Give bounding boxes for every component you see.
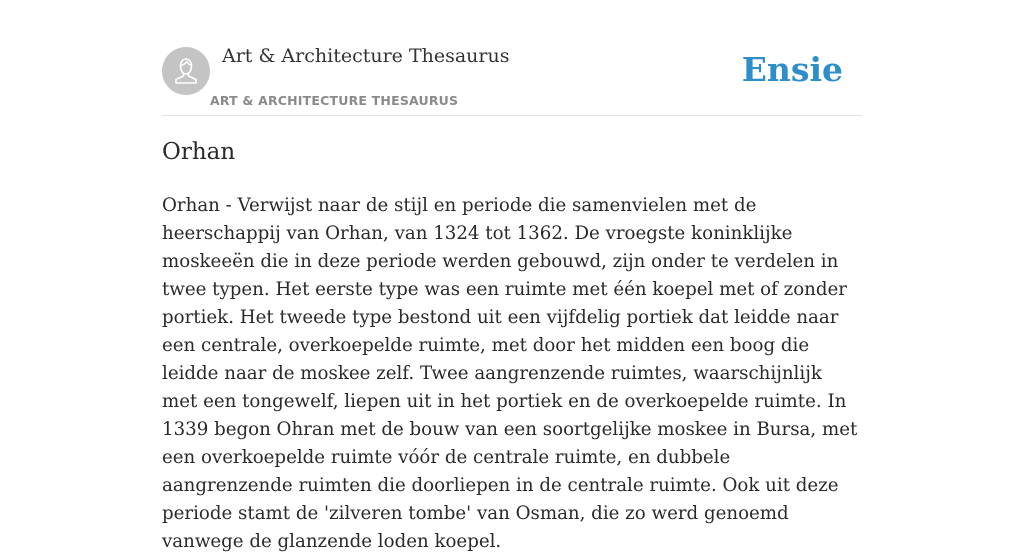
user-silhouette-icon	[162, 47, 210, 95]
source-title[interactable]: Art & Architecture Thesaurus	[222, 45, 510, 67]
source-subtitle[interactable]: ART & ARCHITECTURE THESAURUS	[210, 93, 459, 108]
entry-definition: Orhan - Verwijst naar de stijl en periode die samenvielen met de heerschappij van Orhan, van 1324 tot 1362. De vroegste koninklijke moskeeën die in deze periode werden gebouwd, zijn onder te verdelen in twee typen. Het eerste type was een ruimte met één koepel met of zonder portiek. Het tweede type bestond uit een vijfdelig portiek dat leidde naar een centrale, overkoepelde ruimte, met door het midden een boog die leidde naar de moskee zelf. Twee aangrenzende ruimtes, waarschijnlijk met een tongewelf, liepen uit in het portiek en de overkoepelde ruimte. In 1339 begon Ohran met de bouw van een soortgelijke moskee in Bursa, met een overkoepelde ruimte vóór de centrale ruimte, en dubbele aangrenzende ruimten die doorliepen in de centrale ruimte. Ook uit deze periode stamt de 'zilveren tombe' van Osman, die zo werd genoemd vanwege de glanzende loden koepel.	[162, 195, 858, 552]
ensie-logo[interactable]: Ensie	[741, 50, 843, 89]
header-divider	[162, 115, 862, 116]
source-avatar[interactable]	[162, 47, 210, 95]
entry-headword: Orhan	[162, 139, 236, 165]
